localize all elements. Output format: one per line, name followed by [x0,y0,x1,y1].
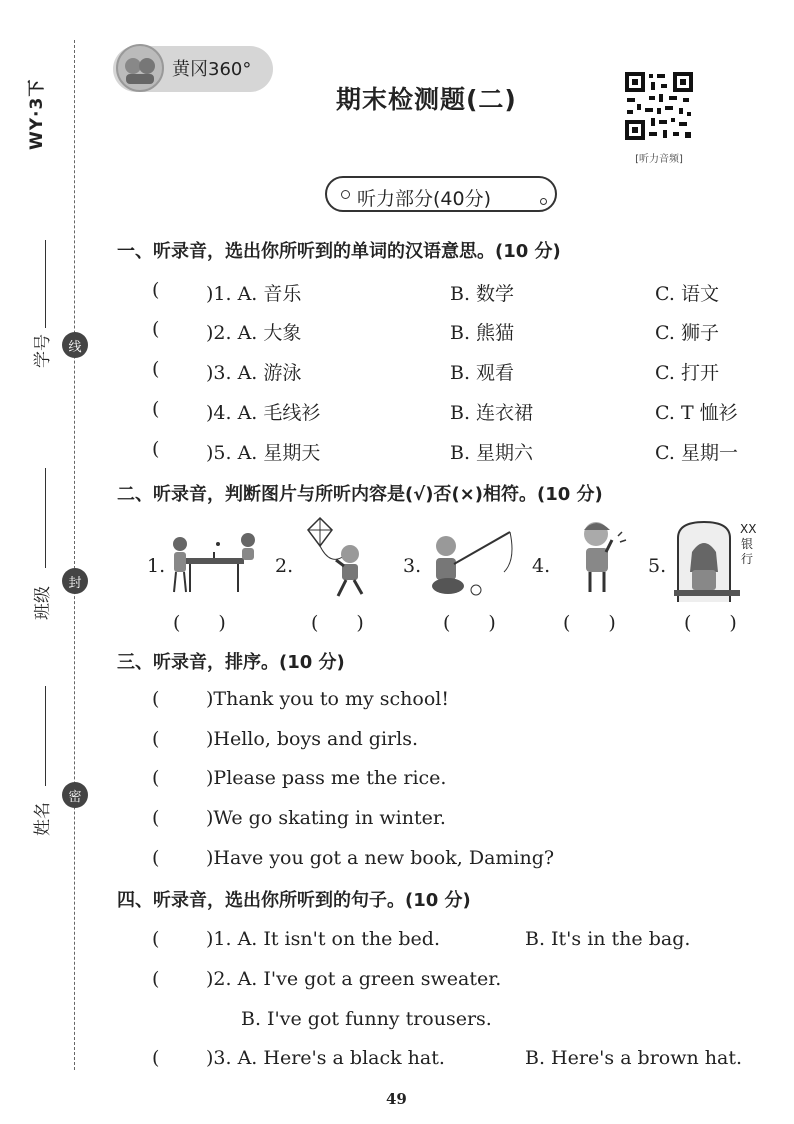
picture-number: 5. [648,555,667,577]
picture-number: 4. [532,555,551,577]
banner-dot-icon [341,190,350,199]
paren: ( [152,807,160,829]
q4-option-b: B. 连衣裙 [450,402,534,424]
sentence-4: )We go skating in winter. [206,807,446,829]
picture-number: 2. [275,555,294,577]
answer-box-3[interactable]: ( ) [443,612,496,634]
student-number-field: 学号 [10,240,50,380]
picture-number: 3. [403,555,422,577]
section3-heading: 三、听录音，排序。(10 分) [117,652,345,673]
class-field: 班级 [10,468,50,628]
page-title: 期末检测题(二) [336,85,517,114]
s4-q2-option-b: B. I've got funny trousers. [241,1008,492,1030]
q2-option-a: )2. A. 大象 [206,322,302,344]
answer-box-5[interactable]: ( ) [684,612,737,634]
q5-option-b: B. 星期六 [450,442,534,464]
paren: ( [152,438,160,460]
girl-fishing-picture [426,520,522,600]
name-field: 姓名 [10,686,50,836]
girl-thinking-picture [560,516,640,596]
paren: ( [152,728,160,750]
paren: ( [152,767,160,789]
answer-box-4[interactable]: ( ) [563,612,616,634]
boy-flying-kite-picture [300,516,380,596]
picture-number: 1. [147,555,166,577]
seal-line: 线 [62,332,88,358]
qr-code-icon[interactable] [623,70,695,142]
paren: ( [152,968,160,990]
q2-option-c: C. 狮子 [655,322,719,344]
section2-heading: 二、听录音，判断图片与所听内容是(√)否(×)相符。(10 分) [117,484,603,505]
q2-option-b: B. 熊猫 [450,322,515,344]
q3-option-b: B. 观看 [450,362,515,384]
q1-option-c: C. 语文 [655,283,719,305]
paren: ( [152,398,160,420]
paren: ( [152,318,160,340]
sentence-2: )Hello, boys and girls. [206,728,418,750]
section1-heading: 一、听录音，选出你所听到的单词的汉语意思。(10 分) [117,241,561,262]
q1-option-b: B. 数学 [450,283,515,305]
bank-sign: XX银行 [740,522,757,566]
s4-q3-option-a: )3. A. Here's a black hat. [206,1047,445,1069]
binding-line [74,40,75,1070]
q3-option-a: )3. A. 游泳 [206,362,302,384]
paren: ( [152,358,160,380]
s4-q1-option-a: )1. A. It isn't on the bed. [206,928,441,950]
qr-caption: [听力音频] [635,154,683,165]
woman-at-bank-window-picture [674,520,758,600]
series-code: WY·3下 [27,78,47,150]
s4-q2-option-a: )2. A. I've got a green sweater. [206,968,502,990]
sentence-3: )Please pass me the rice. [206,767,447,789]
paren: ( [152,279,160,301]
q4-option-a: )4. A. 毛线衫 [206,402,321,424]
q5-option-c: C. 星期一 [655,442,738,464]
q5-option-a: )5. A. 星期天 [206,442,321,464]
banner-dot-icon [540,198,547,205]
s4-q1-option-b: B. It's in the bag. [525,928,691,950]
paren: ( [152,928,160,950]
paren: ( [152,1047,160,1069]
seal-seal: 封 [62,568,88,594]
paren: ( [152,847,160,869]
answer-box-2[interactable]: ( ) [311,612,364,634]
paren: ( [152,688,160,710]
page-number: 49 [386,1090,407,1108]
sentence-1: )Thank you to my school! [206,688,450,710]
q4-option-c: C. T 恤衫 [655,402,738,424]
q1-option-a: )1. A. 音乐 [206,283,302,305]
ping-pong-players-picture [166,522,262,602]
s4-q3-option-b: B. Here's a brown hat. [525,1047,743,1069]
answer-box-1[interactable]: ( ) [173,612,226,634]
listening-part-label: 听力部分(40分) [357,188,492,210]
seal-secret: 密 [62,782,88,808]
section4-heading: 四、听录音，选出你所听到的句子。(10 分) [117,890,471,911]
brand-logo-icon [116,44,164,92]
q3-option-c: C. 打开 [655,362,719,384]
sentence-5: )Have you got a new book, Daming? [206,847,555,869]
brand-name: 黄冈360° [172,59,252,80]
